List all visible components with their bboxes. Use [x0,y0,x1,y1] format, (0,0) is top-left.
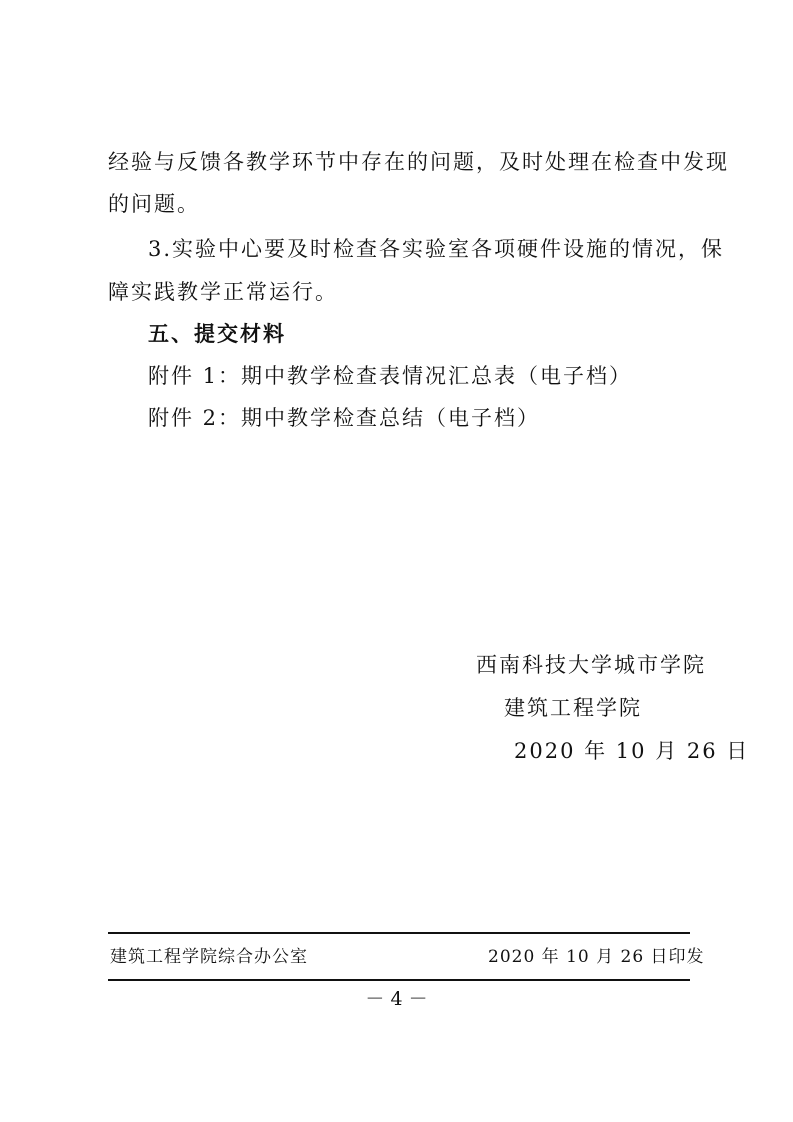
signature-university: 西南科技大学城市学院 [476,653,706,677]
paragraph-1-line-1: 经验与反馈各教学环节中存在的问题，及时处理在检查中发现 [108,150,729,174]
attachment-2: 附件 2：期中教学检查总结（电子档） [148,406,541,430]
page-number: － 4 － [365,988,428,1010]
paragraph-2-line-2: 障实践教学正常运行。 [108,280,338,304]
footer-issuing-office: 建筑工程学院综合办公室 [110,947,308,967]
signature-date: 2020 年 10 月 26 日 [514,739,750,763]
paragraph-2-line-1: 3.实验中心要及时检查各实验室各项硬件设施的情况，保 [148,237,725,261]
signature-college: 建筑工程学院 [504,696,642,720]
footer-issue-date: 2020 年 10 月 26 日印发 [488,947,705,967]
section-heading-submission-materials: 五、提交材料 [148,321,286,346]
attachment-1: 附件 1：期中教学检查表情况汇总表（电子档） [148,364,633,388]
footer-bottom-rule [108,979,690,981]
footer-top-rule [108,932,690,934]
paragraph-1-line-2: 的问题。 [108,192,200,216]
